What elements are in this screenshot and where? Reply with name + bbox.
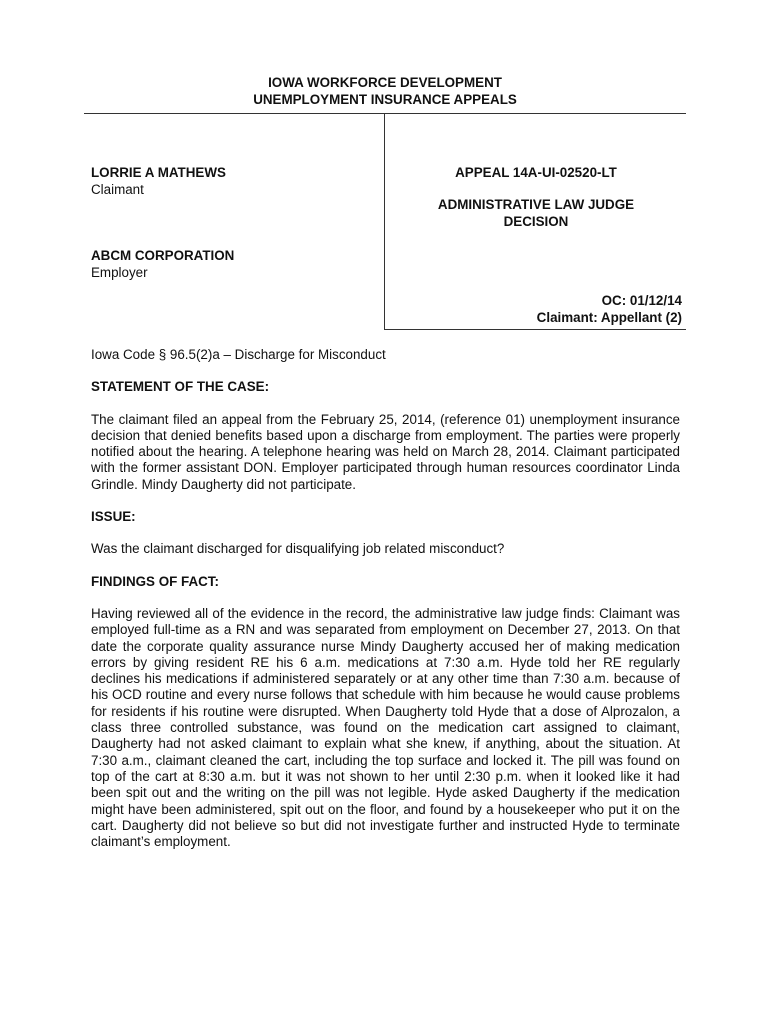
decision-line-2: DECISION xyxy=(503,214,569,229)
decision-body xyxy=(91,347,680,850)
caption-top-rule xyxy=(84,113,686,114)
claimant-status: Claimant: Appellant (2) xyxy=(536,310,682,325)
findings-paragraph: Having reviewed all of the evidence in the record, the administrative law judge finds: Claimant was employed full-time as a RN and was separated from employment on December 27, 2013. On that date the corporate quality assurance nurse Mindy Daugherty accused her of making medication errors by giving resident RE his 6 a.m. medications at 7:30 a.m. Hyde told her RE regularly declines his medications if administered separately or at any other time than 7:30 a.m. because of his OCD routine and every nurse follows that schedule with him because he would cause problems for residents if his routine were disrupted. When Daugherty told Hyde that a dose of Alprozalon, a class three controlled substance, was found on the medication cart assigned to claimant, Daugherty had not asked claimant to explain what she knew, if anything, about the situation. At 7:30 a.m., claimant cleaned the cart, including the top surface and locked it. The pill was found on top of the cart at 8:30 a.m. but it was not shown to her until 2:30 p.m. when it looked like it had been spit out and the writing on the pill was not legible. Hyde asked Daugherty if the medication might have been administered, spit out on the floor, and found by a housekeeper who put it on the cart. Daugherty did not believe so but did not investigate further and instructed Hyde to terminate claimant’s employment. xyxy=(91,605,680,850)
agency-header xyxy=(90,74,680,108)
oc-block xyxy=(390,292,682,326)
appeal-block xyxy=(390,164,682,326)
claimant-role: Claimant xyxy=(91,182,144,197)
statement-paragraph: The claimant filed an appeal from the February 25, 2014, (reference 01) unemployment insurance decision that denied benefits based upon a discharge from employment. The parties were properly notified about the hearing. A telephone hearing was held on March 28, 2014. Claimant participated with the former assistant DON. Employer participated through human resources coordinator Linda Grindle. Mindy Daugherty did not participate. xyxy=(91,411,680,492)
caption-bottom-rule xyxy=(384,329,686,330)
issue-paragraph: Was the claimant discharged for disqualifying job related misconduct? xyxy=(91,541,505,557)
issue-heading: ISSUE: xyxy=(91,509,136,525)
code-citation: Iowa Code § 96.5(2)a – Discharge for Misconduct xyxy=(91,347,386,362)
decision-title xyxy=(390,196,682,230)
employer-name: ABCM CORPORATION xyxy=(91,248,235,263)
employer-role: Employer xyxy=(91,265,148,280)
oc-date: OC: 01/12/14 xyxy=(601,293,682,308)
claimant-name: LORRIE A MATHEWS xyxy=(91,165,226,180)
parties-block xyxy=(91,164,234,281)
appeal-number: APPEAL 14A-UI-02520-LT xyxy=(455,165,617,180)
agency-division: UNEMPLOYMENT INSURANCE APPEALS xyxy=(253,92,517,107)
decision-line-1: ADMINISTRATIVE LAW JUDGE xyxy=(437,197,635,212)
agency-name: IOWA WORKFORCE DEVELOPMENT xyxy=(268,75,502,90)
statement-heading: STATEMENT OF THE CASE: xyxy=(91,379,270,395)
caption-divider xyxy=(384,113,385,329)
findings-heading: FINDINGS OF FACT: xyxy=(91,573,219,589)
